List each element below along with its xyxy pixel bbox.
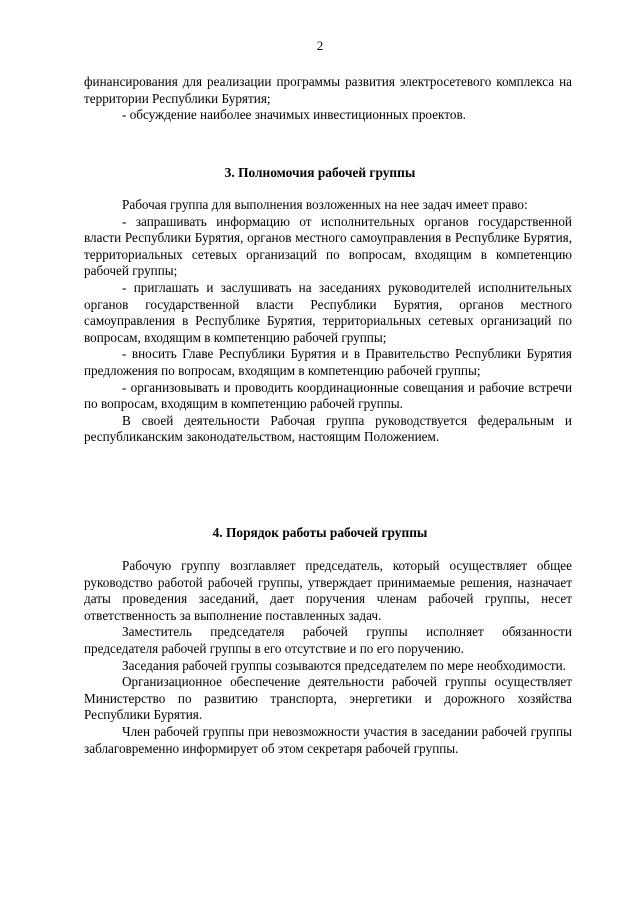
- section-3-list-item: - приглашать и заслушивать на заседаниях руководителей исполнительных органов государственной власти Республики Бурятия, органов местного самоуправления в Республике Бурятия, территориальных сетевых организаций по вопросам, входящим в компетенцию рабочей группы;: [84, 279, 572, 345]
- section-4-title: 4. Порядок работы рабочей группы: [212, 525, 428, 540]
- section-4-paragraph: Член рабочей группы при невозможности участия в заседании рабочей группы заблаговременно информирует об этом секретаря рабочей группы.: [84, 723, 572, 756]
- section-4-paragraph: Заседания рабочей группы созываются председателем по мере необходимости.: [122, 657, 566, 673]
- section-4-paragraph: Рабочую группу возглавляет председатель, который осуществляет общее руководство работой рабочей группы, утверждает принимаемые решения, назначает даты проведения заседаний, дает поручения членам рабочей группы, несет ответственность за выполнение поставленных задач.: [84, 558, 572, 623]
- section-4-paragraph: Организационное обеспечение деятельности рабочей группы осуществляет Министерство по развитию транспорта, энергетики и дорожного хозяйства Республики Бурятия.: [84, 674, 572, 723]
- section-3-body: [84, 197, 572, 446]
- section-4-paragraph: Заместитель председателя рабочей группы исполняет обязанности председателя рабочей группы в его отсутствие и по его поручению.: [84, 624, 572, 656]
- section-3-list-item: - запрашивать информацию от исполнительных органов государственной власти Республики Бурятия, органов местного самоуправления в Республике Бурятия, территориальных сетевых организаций по вопросам, входящим в компетенцию рабочей группы;: [84, 213, 572, 279]
- section-3-list-item: - вносить Главе Республики Бурятия и в Правительство Республики Бурятия предложения по вопросам, входящим в компетенцию рабочей группы;: [84, 346, 572, 378]
- page-number: 2: [316, 38, 324, 53]
- section-4-body: [84, 558, 572, 757]
- section-3-paragraph: Рабочая группа для выполнения возложенных на нее задач имеет право:: [122, 197, 528, 212]
- section-3-list-item: - организовывать и проводить координационные совещания и рабочие встречи по вопросам, входящим в компетенцию рабочей группы.: [84, 379, 572, 412]
- section-3-title: 3. Полномочия рабочей группы: [224, 165, 416, 180]
- intro-block: [84, 74, 572, 124]
- section-3-paragraph: В своей деятельности Рабочая группа руководствуется федеральным и республиканским законодательством, настоящим Положением.: [84, 412, 572, 445]
- intro-paragraph-continuation: финансирования для реализации программы развития электросетевого комплекса на территории Республики Бурятия;: [84, 74, 572, 106]
- intro-list-item: - обсуждение наиболее значимых инвестиционных проектов.: [122, 107, 466, 123]
